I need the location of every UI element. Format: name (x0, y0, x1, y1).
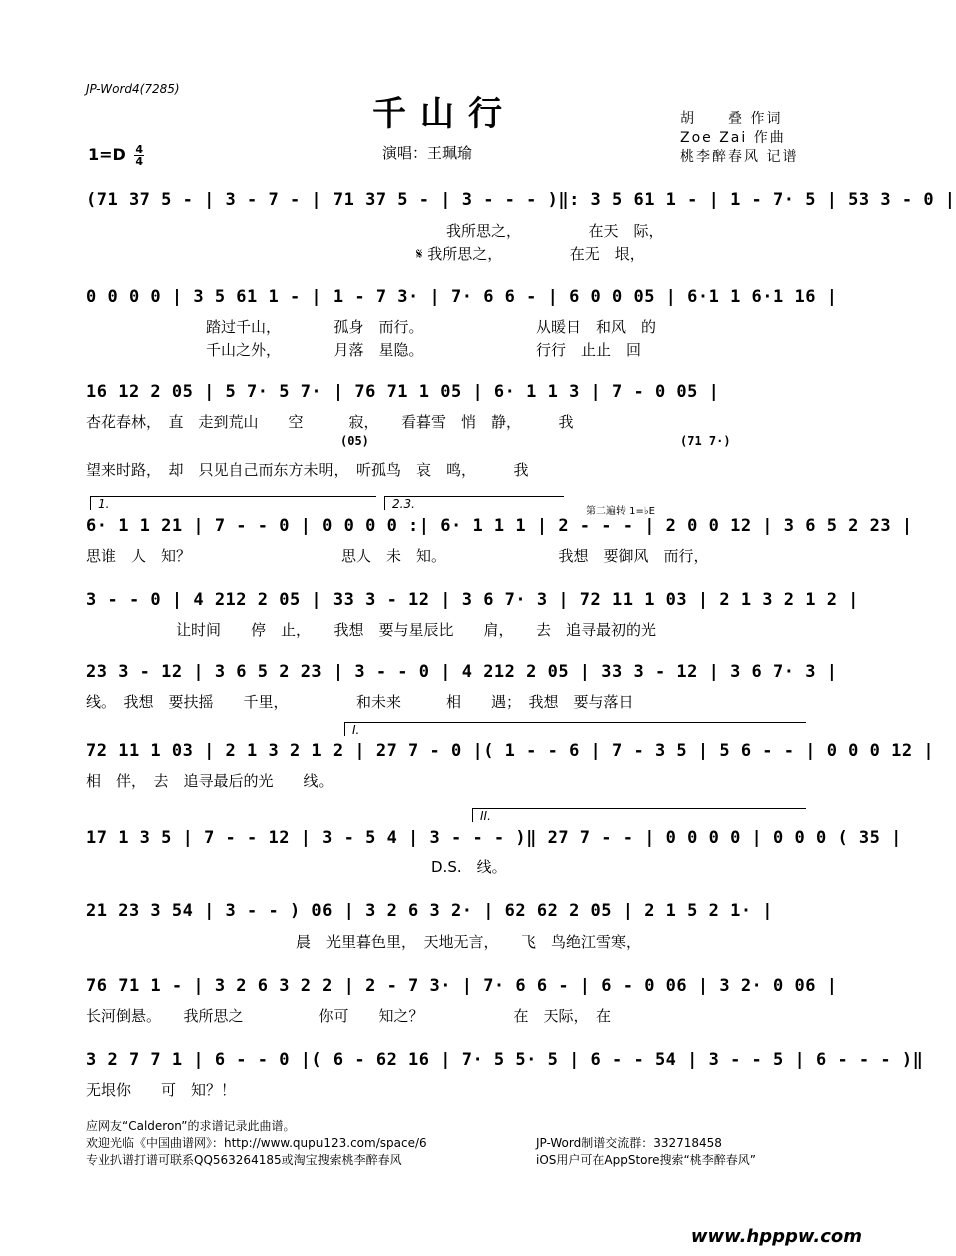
volta-bracket-I (344, 722, 806, 723)
lyric-line-2b: 千山之外， 月落 星隐。 行行 止止 回 (86, 341, 642, 359)
lyric-line-8: D.S. 线。 (86, 858, 507, 876)
key-change: 第二遍转 1=♭E (586, 506, 655, 517)
footer-right (536, 1135, 756, 1169)
volta-I-label: I. (352, 723, 360, 737)
lyric-line-1a: 我所思之， 在天 际， (86, 222, 664, 240)
lyric-line-10: 长河倒悬。 我所思之 你可 知之？ 在 天际， 在 (86, 1007, 612, 1025)
key-label: 1=D (88, 145, 126, 164)
footer-left (86, 1118, 427, 1169)
volta-II-label: II. (480, 809, 491, 823)
singer-credit: 演唱：王珮瑜 (382, 144, 473, 162)
staff-line-3: 16 12 2 05 | 5 7· 5 7· | 76 71 1 05 | 6· 1 1 3 | 7 - 0 05 | (86, 382, 720, 402)
volta-bracket-1 (90, 496, 376, 497)
volta-edge-2 (384, 496, 385, 510)
annotation-right: (71 7·) (680, 434, 731, 448)
footer-ios: iOS用户可在AppStore搜索“桃李醉春风” (536, 1153, 756, 1167)
volta-bracket-II (472, 808, 806, 809)
app-tag: JP-Word4(7285) (86, 82, 180, 96)
time-numerator: 4 (135, 143, 144, 156)
staff-line-7: 72 11 1 03 | 2 1 3 2 1 2 | 27 7 - 0 |( 1 - - 6 | 7 - 3 5 | 5 6 - - | 0 0 0 12 | (86, 741, 935, 761)
time-denominator: 4 (135, 155, 144, 168)
staff-line-9: 21 23 3 54 | 3 - - ) 06 | 3 2 6 3 2· | 62 62 2 05 | 2 1 5 2 1· | (86, 901, 774, 921)
lyric-line-7: 相 伴， 去 追寻最后的光 线。 (86, 772, 334, 790)
staff-line-8: 17 1 3 5 | 7 - - 12 | 3 - 5 4 | 3 - - - )‖ 27 7 - - | 0 0 0 0 | 0 0 0 ( 35 | (86, 828, 902, 848)
composer-credit: Zoe Zai 作曲 (680, 130, 786, 146)
staff-line-2: 0 0 0 0 | 3 5 61 1 - | 1 - 7 3· | 7· 6 6 - | 6 0 0 05 | 6·1 1 6·1 16 | (86, 287, 838, 307)
staff-line-10: 76 71 1 - | 3 2 6 3 2 2 | 2 - 7 3· | 7· 6 6 - | 6 - 0 06 | 3 2· 0 06 | (86, 976, 838, 996)
time-signature (134, 144, 144, 167)
key-signature (88, 144, 144, 167)
lyric-line-3a: 杏花春林， 直 走到荒山 空 寂， 看暮雪 悄 静， 我 (86, 413, 574, 431)
footer-note: 应网友“Calderon”的求谱记录此曲谱。 (86, 1119, 296, 1133)
lyric-line-6: 线。 我想 要扶摇 千里， 和未来 相 遇； 我想 要与落日 (86, 693, 634, 711)
lyric-line-11: 无垠你 可 知？！ (86, 1081, 237, 1099)
lyric-line-9: 晨 光里暮色里， 天地无言， 飞 鸟绝江雪寒， (86, 933, 642, 951)
lyric-line-4: 思谁 人 知？ 思人 未 知。 我想 要御风 而行， (86, 547, 709, 565)
volta-2-label: 2.3. (392, 497, 415, 511)
annotation-left: (05) (340, 434, 369, 448)
staff-line-5: 3 - - 0 | 4 212 2 05 | 33 3 - 12 | 3 6 7· 3 | 72 11 1 03 | 2 1 3 2 1 2 | (86, 590, 859, 610)
credits (680, 110, 798, 167)
volta-edge-I (344, 722, 345, 736)
footer-contact: 专业扒谱打谱可联系QQ563264185或淘宝搜索桃李醉春风 (86, 1153, 402, 1167)
footer-site-link[interactable]: 欢迎光临《中国曲谱网》：http://www.qupu123.com/space/6 (86, 1136, 427, 1150)
volta-edge-II (472, 808, 473, 822)
staff-line-4: 6· 1 1 21 | 7 - - 0 | 0 0 0 0 :| 6· 1 1 1 | 2 - - - | 2 0 0 12 | 3 6 5 2 23 | (86, 516, 913, 536)
lyric-line-2a: 踏过千山， 孤身 而行。 从暖日 和风 的 (86, 318, 657, 336)
volta-edge-1 (90, 496, 91, 510)
volta-1-label: 1. (98, 497, 110, 511)
watermark: www.hpppw.com (690, 1226, 862, 1247)
staff-line-1: (71 37 5 - | 3 - 7 - | 71 37 5 - | 3 - - - )‖: 3 5 61 1 - | 1 - 7· 5 | 53 3 - 0 | (86, 190, 956, 210)
lyric-line-5: 让时间 停 止， 我想 要与星辰比 肩， 去 追寻最初的光 (86, 621, 657, 639)
staff-line-11: 3 2 7 7 1 | 6 - - 0 |( 6 - 62 16 | 7· 5 5· 5 | 6 - - 54 | 3 - - 5 | 6 - - - )‖ (86, 1050, 924, 1070)
lyric-line-1b: 𝄋 我所思之， 在无 垠， (86, 245, 645, 263)
transcriber-credit: 桃李醉春风 记谱 (680, 149, 799, 165)
lyric-line-3b: 望来时路， 却 只见自己而东方未明， 听孤鸟 哀 鸣， 我 (86, 461, 529, 479)
page-title: 千山行 (372, 94, 516, 134)
footer-group: JP-Word制谱交流群：332718458 (536, 1136, 722, 1150)
lyricist-credit: 胡 叠 作词 (680, 111, 783, 127)
staff-line-6: 23 3 - 12 | 3 6 5 2 23 | 3 - - 0 | 4 212 2 05 | 33 3 - 12 | 3 6 7· 3 | (86, 662, 838, 682)
